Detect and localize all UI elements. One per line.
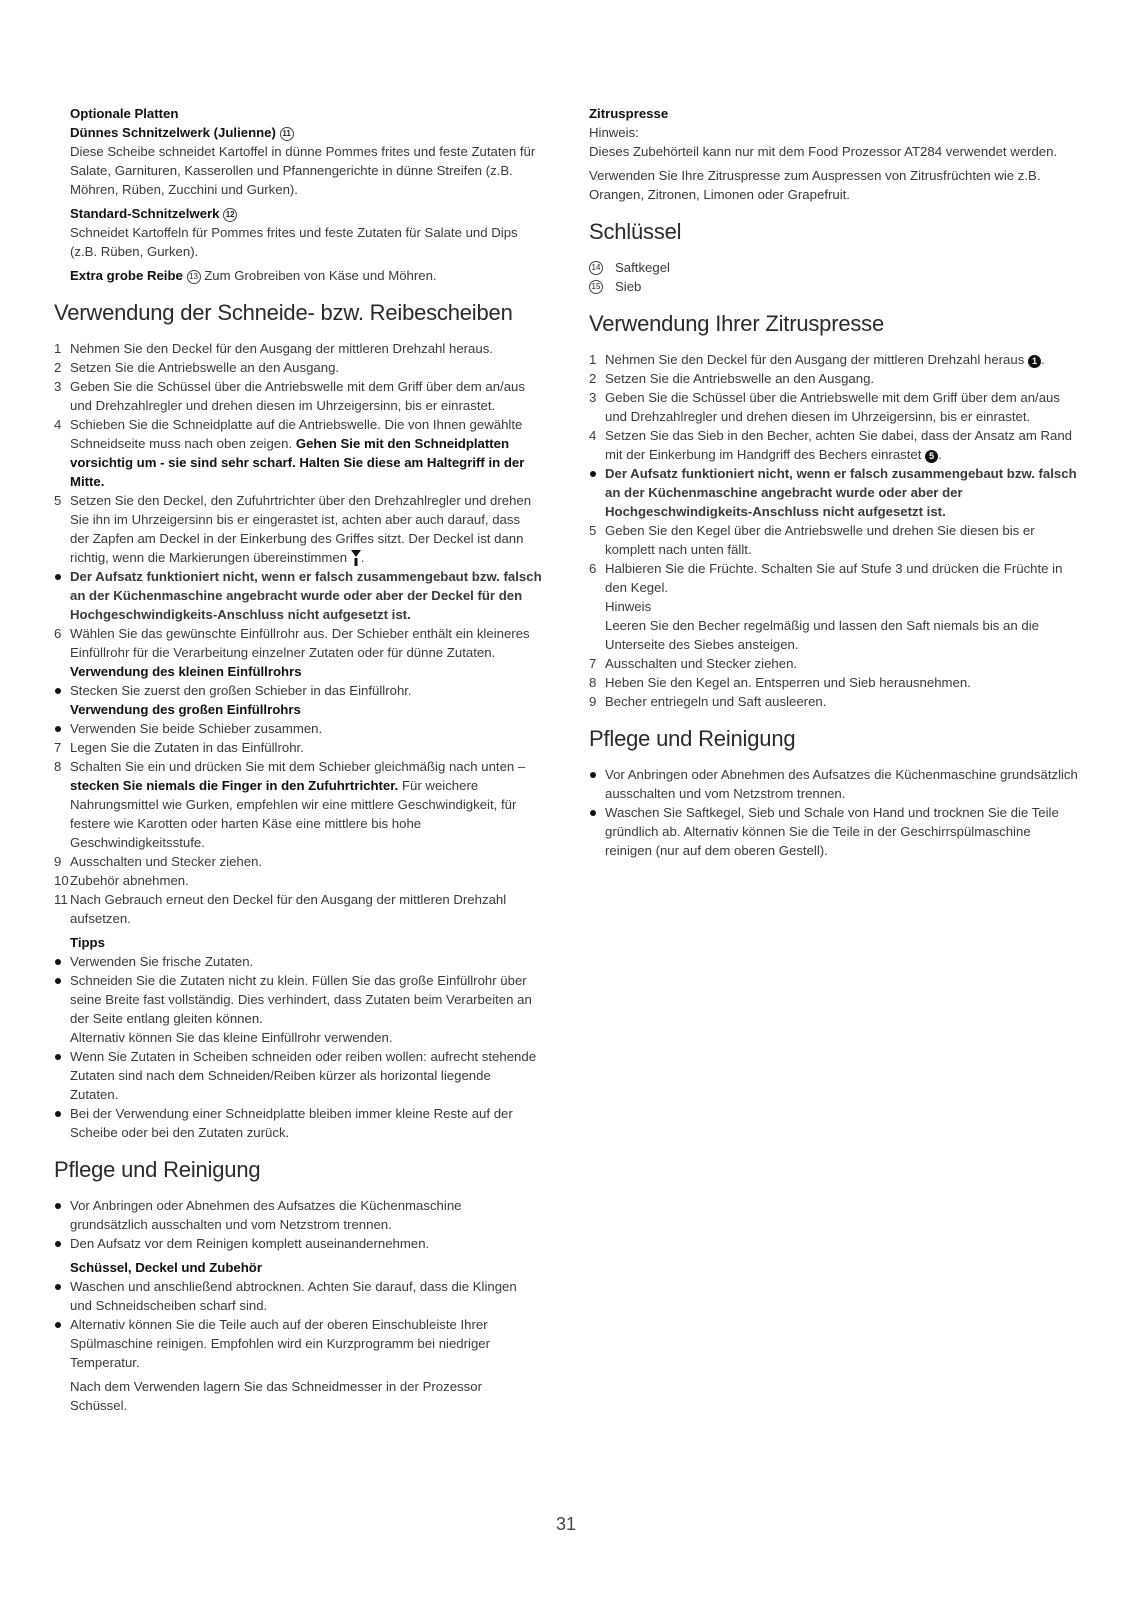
usage-steps [54,339,542,928]
bullet-icon [55,1322,61,1328]
care-heading: Pflege und Reinigung [54,1157,261,1182]
bullet-icon [55,978,61,984]
list-item: Den Aufsatz vor dem Reinigen komplett auseinandernehmen. [54,1234,542,1253]
bullet-icon [55,688,61,694]
list-item: 5 Geben Sie den Kegel über die Antriebswelle und drehen Sie diesen bis er komplett nach unten fällt. [589,523,1035,557]
bullet-icon [55,1203,61,1209]
care-subtitle: Schüssel, Deckel und Zubehör [70,1260,262,1275]
list-item: 2 Setzen Sie die Antriebswelle an den Ausgang. [589,371,875,386]
key-item: 15 Sieb [589,277,1079,296]
care-list-2 [54,1277,542,1372]
right-column [589,104,1079,860]
lid-alignment-icon [351,550,361,566]
list-item: Verwenden Sie frische Zutaten. [54,952,542,971]
citrus-note-text: Dieses Zubehörteil kann nur mit dem Food Prozessor AT284 verwendet werden. [589,144,1058,159]
page-number: 31 [555,1514,577,1534]
list-item: Bei der Verwendung einer Schneidplatte bleiben immer kleine Reste auf der Scheibe oder bei den Zutaten zurück. [54,1104,542,1142]
list-item: Alternativ können Sie die Teile auch auf der oberen Einschubleiste Ihrer Spülmaschine reinigen. Empfohlen wird ein Kurzprogramm bei niedriger Temperatur. [54,1315,542,1372]
list-item: Vor Anbringen oder Abnehmen des Aufsatzes die Küchenmaschine grundsätzlich ausschalten und vom Netzstrom trennen. [54,1196,542,1234]
care-list [54,1196,542,1253]
optional-discs-title: Optionale Platten [70,106,179,121]
list-item: 9 Ausschalten und Stecker ziehen. [54,854,263,869]
extra-coarse-grater: Extra grobe Reibe 13 Zum Grobreiben von Käse und Möhren. [70,268,437,283]
list-item: 4 Schieben Sie die Schneidplatte auf die Antriebswelle. Die von Ihnen gewählte Schneidseite muss nach oben zeigen. Gehen Sie mit den Schneidplatten vorsichtig um - sie sind sehr scharf. Halten Sie diese am Haltegriff in der Mitte. [54,417,525,489]
list-item: 8 Heben Sie den Kegel an. Entsperren und Sieb herausnehmen. [589,675,971,690]
list-item: 10 Zubehör abnehmen. [54,873,189,888]
citrus-usage-heading: Verwendung Ihrer Zitruspresse [589,311,885,336]
bullet-icon [55,1111,61,1117]
list-item: 8 Schalten Sie ein und drücken Sie mit dem Schieber gleichmäßig nach unten – stecken Sie niemals die Finger in den Zufuhrtrichter. Für weichere Nahrungsmittel wie Gurken, empfehlen wir eine mittlere Geschwindigkeit, für festere wie Karotten oder harten Käse eine mittlere bis hohe Geschwindigkeitsstufe. [54,759,526,850]
bullet-icon [55,726,61,732]
citrus-title: Zitruspresse [589,106,669,121]
list-item: Verwendung des großen Einfüllrohrs [70,702,301,717]
list-item: 6 Halbieren Sie die Früchte. Schalten Sie auf Stufe 3 und drücken die Früchte in den Kegel. Hinweis Leeren Sie den Becher regelmäßig und lassen den Saft niemals bis an die Unterseite des Siebes ansteigen. [589,561,1063,652]
left-column [54,104,542,1415]
bullet-icon [590,772,596,778]
list-item: 3 Geben Sie die Schüssel über die Antriebswelle mit dem Griff über dem an/aus und Drehzahlregler und drehen diesen im Uhrzeigersinn, bis er einrastet. [589,390,1060,424]
list-item: 7 Ausschalten und Stecker ziehen. [589,656,798,671]
part-number-badge: 15 [589,280,603,294]
usage-heading: Verwendung der Schneide- bzw. Reibescheiben [54,300,513,325]
citrus-use-text: Verwenden Sie Ihre Zitruspresse zum Auspressen von Zitrusfrüchten wie z.B. Orangen, Zitronen, Limonen oder Grapefruit. [589,168,1041,202]
figure-ref-badge: 1 [1028,355,1041,368]
list-item: Verwendung des kleinen Einfüllrohrs [70,664,302,679]
figure-ref-badge: 5 [925,450,938,463]
warning-item: Der Aufsatz funktioniert nicht, wenn er falsch zusammengebaut bzw. falsch an der Küchenmaschine angebracht wurde oder aber der Deckel für den Hochgeschwindigkeits-Anschluss nicht aufgesetzt ist. [54,567,542,624]
list-item: 9 Becher entriegeln und Saft ausleeren. [589,694,827,709]
bullet-icon [590,471,596,477]
care-storage-note: Nach dem Verwenden lagern Sie das Schneidmesser in der Prozessor Schüssel. [70,1379,482,1413]
list-item: 1 Nehmen Sie den Deckel für den Ausgang der mittleren Drehzahl heraus. [54,341,493,356]
list-item: 5 Setzen Sie den Deckel, den Zufuhrtrichter über den Drehzahlregler und drehen Sie ihn im Uhrzeigersinn bis er eingerastet ist, achten aber auch darauf, dass der Zapfen am Deckel in der Einkerbung des Griffes sitzt. Der Deckel ist dann richtig, wenn die Markierungen übereinstimmen . [54,493,532,565]
list-item: Waschen Sie Saftkegel, Sieb und Schale von Hand und trocknen Sie die Teile gründlich ab. Alternativ können Sie die Teile in der Geschirrspülmaschine reinigen (nur auf dem oberen Gestell). [589,803,1079,860]
warning-item: Der Aufsatz funktioniert nicht, wenn er falsch zusammengebaut bzw. falsch an der Küchenmaschine angebracht wurde oder aber der Hochgeschwindigkeits-Anschluss nicht aufgesetzt ist. [589,464,1079,521]
bullet-icon [590,810,596,816]
bullet-icon [55,1284,61,1290]
list-item: Vor Anbringen oder Abnehmen des Aufsatzes die Küchenmaschine grundsätzlich ausschalten und vom Netzstrom trennen. [589,765,1079,803]
list-item: 2 Setzen Sie die Antriebswelle an den Ausgang. [54,360,340,375]
part-number-badge: 12 [223,208,237,222]
list-item: Schneiden Sie die Zutaten nicht zu klein. Füllen Sie das große Einfüllrohr über seine Breite fast vollständig. Dies verhindert, dass Zutaten beim Verarbeiten an der Seite entlang gleiten können. Alternativ können Sie das kleine Einfüllrohr verwenden. [54,971,542,1047]
tips-title: Tipps [70,935,105,950]
citrus-note-label: Hinweis: [589,125,639,140]
list-item: 1 Nehmen Sie den Deckel für den Ausgang der mittleren Drehzahl heraus 1 . [589,352,1045,367]
key-item: 14 Saftkegel [589,258,1079,277]
citrus-care-heading: Pflege und Reinigung [589,726,796,751]
standard-text: Schneidet Kartoffeln für Pommes frites und feste Zutaten für Salate und Dips (z.B. Rüben, Gurken). [70,225,518,259]
bullet-icon [55,1054,61,1060]
bullet-icon [55,959,61,965]
list-item: Verwenden Sie beide Schieber zusammen. [54,719,542,738]
julienne-text: Diese Scheibe schneidet Kartoffel in dünne Pommes frites und feste Zutaten für Salate, Garnituren, Kasserollen und Pfannengerichte in dünne Streifen (z.B. Möhren, Rüben, Zucchini und Gurken). [70,144,536,197]
list-item: 6 Wählen Sie das gewünschte Einfüllrohr aus. Der Schieber enthält ein kleineres Einfüllrohr für die Verarbeitung einzelner Zutaten oder für dünne Zutaten. [54,626,530,660]
citrus-care-list [589,765,1079,860]
bullet-icon [55,574,61,580]
key-heading: Schlüssel [589,219,682,244]
list-item: Wenn Sie Zutaten in Scheiben schneiden oder reiben wollen: aufrecht stehende Zutaten sind nach dem Schneiden/Reiben kürzer als horizontal liegende Zutaten. [54,1047,542,1104]
citrus-usage-steps [589,350,1079,711]
bullet-icon [55,1241,61,1247]
list-item: Waschen und anschließend abtrocknen. Achten Sie darauf, dass die Klingen und Schneidscheiben scharf sind. [54,1277,542,1315]
list-item: Stecken Sie zuerst den großen Schieber in das Einfüllrohr. [54,681,542,700]
julienne-title: Dünnes Schnitzelwerk (Julienne) 11 [70,123,542,142]
list-item: 7 Legen Sie die Zutaten in das Einfüllrohr. [54,740,304,755]
part-number-badge: 14 [589,261,603,275]
standard-title: Standard-Schnitzelwerk 12 [70,204,542,223]
list-item: 4 Setzen Sie das Sieb in den Becher, achten Sie dabei, dass der Ansatz am Rand mit der Einkerbung im Handgriff des Bechers einrastet 5 . [589,428,1072,462]
list-item: 11 Nach Gebrauch erneut den Deckel für den Ausgang der mittleren Drehzahl aufsetzen. [54,892,507,926]
list-item: 3 Geben Sie die Schüssel über die Antriebswelle mit dem Griff über dem an/aus und Drehzahlregler und drehen diesen im Uhrzeigersinn, bis er einrastet. [54,379,525,413]
part-number-badge: 11 [280,127,294,141]
part-number-badge: 13 [187,270,201,284]
tips-list [54,952,542,1142]
